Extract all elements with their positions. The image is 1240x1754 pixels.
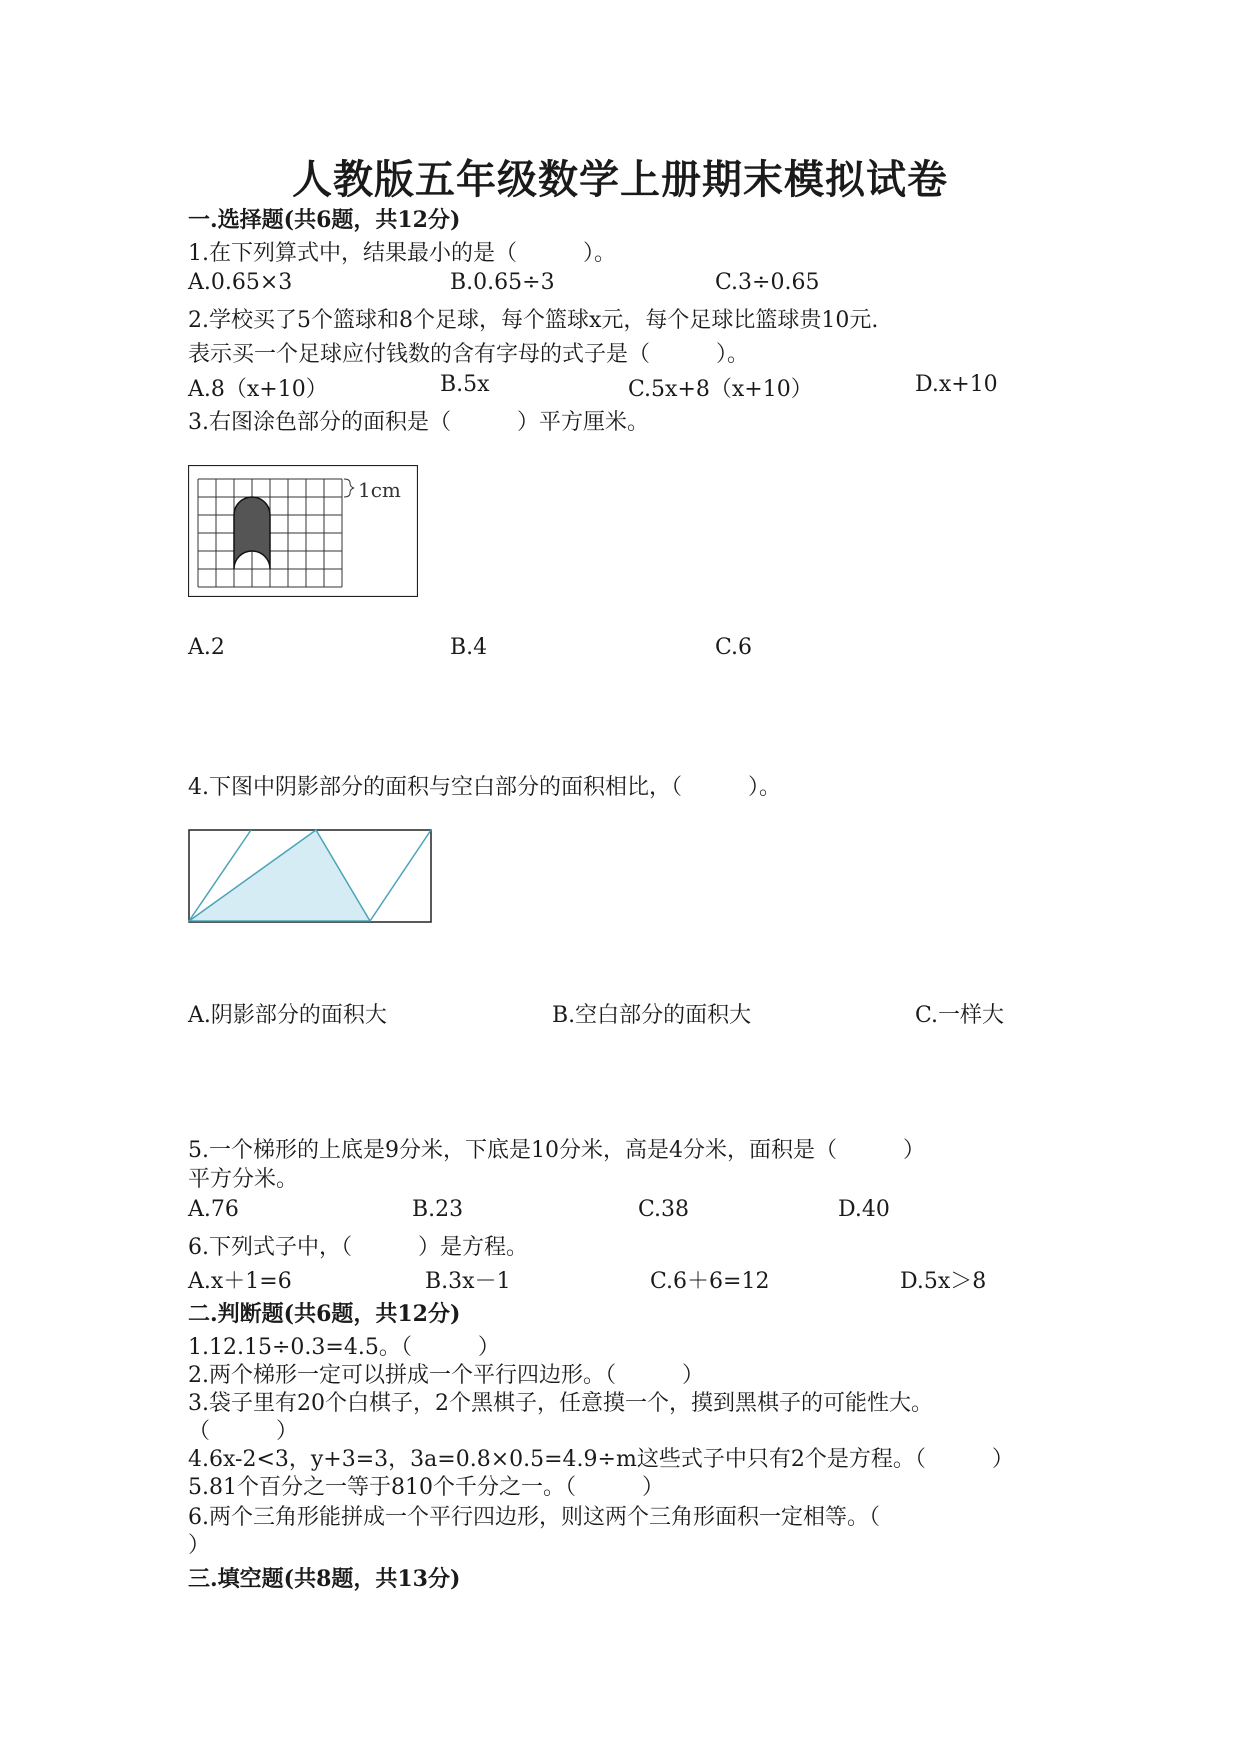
q4-rectangle-figure [188, 829, 432, 923]
q5-option-d: D.40 [838, 1197, 890, 1222]
q6-option-c: C.6＋6=12 [650, 1269, 770, 1294]
q6-option-a: A.x＋1=6 [188, 1269, 292, 1294]
q1-option-a: A.0.65×3 [188, 270, 293, 295]
judge-item-3-brackets: （ ） [188, 1419, 299, 1444]
q5-option-b: B.23 [412, 1197, 464, 1222]
judge-item-6-bracket: ） [188, 1533, 211, 1558]
q4-option-a: A.阴影部分的面积大 [188, 1003, 387, 1028]
q1-option-b: B.0.65÷3 [450, 270, 555, 295]
section-heading-fill: 三.填空题(共8题，共13分) [188, 1566, 461, 1592]
q4-option-c: C.一样大 [915, 1003, 1005, 1028]
question-6: 6.下列式子中，（ ）是方程。 [188, 1235, 528, 1260]
question-2-line1: 2.学校买了5个篮球和8个足球，每个篮球x元，每个足球比篮球贵10元. [188, 308, 879, 333]
judge-item-5: 5.81个百分之一等于810个千分之一。（ ） [188, 1475, 664, 1500]
question-3: 3.右图涂色部分的面积是（ ）平方厘米。 [188, 410, 649, 435]
q6-option-d: D.5x＞8 [900, 1269, 987, 1294]
q2-option-b: B.5x [440, 372, 490, 397]
page-title: 人教版五年级数学上册期末模拟试卷 [292, 156, 948, 203]
q4-option-b: B.空白部分的面积大 [552, 1003, 752, 1028]
q1-option-c: C.3÷0.65 [715, 270, 820, 295]
q5-option-a: A.76 [188, 1197, 239, 1222]
question-4: 4.下图中阴影部分的面积与空白部分的面积相比，（ ）。 [188, 775, 781, 800]
q2-option-a: A.8（x+10） [188, 377, 328, 402]
q2-option-c: C.5x+8（x+10） [628, 377, 813, 402]
judge-item-2: 2.两个梯形一定可以拼成一个平行四边形。（ ） [188, 1363, 704, 1388]
question-5-line2: 平方分米。 [188, 1167, 299, 1192]
judge-item-3: 3.袋子里有20个白棋子，2个黑棋子，任意摸一个，摸到黑棋子的可能性大。 [188, 1391, 933, 1416]
section-heading-choice: 一.选择题(共6题，共12分) [188, 207, 461, 233]
question-5-line1: 5.一个梯形的上底是9分米，下底是10分米，高是4分米，面积是（ ） [188, 1138, 925, 1163]
section-heading-judge: 二.判断题(共6题，共12分) [188, 1301, 461, 1327]
question-2-line2: 表示买一个足球应付钱数的含有字母的式子是（ ）。 [188, 342, 750, 367]
q3-figure-label: 1cm [358, 478, 401, 502]
q6-option-b: B.3x－1 [425, 1269, 511, 1294]
q2-option-d: D.x+10 [915, 372, 998, 397]
q5-option-c: C.38 [638, 1197, 690, 1222]
judge-item-4: 4.6x-2<3，y+3=3，3a=0.8×0.5=4.9÷m这些式子中只有2个是方程。（ ） [188, 1447, 1014, 1472]
q3-option-b: B.4 [450, 635, 488, 660]
q3-option-c: C.6 [715, 635, 753, 660]
judge-item-1: 1.12.15÷0.3=4.5。（ ） [188, 1335, 500, 1360]
question-1: 1.在下列算式中，结果最小的是（ ）。 [188, 241, 616, 266]
judge-item-6: 6.两个三角形能拼成一个平行四边形，则这两个三角形面积一定相等。（ [188, 1505, 880, 1530]
q3-option-a: A.2 [188, 635, 225, 660]
